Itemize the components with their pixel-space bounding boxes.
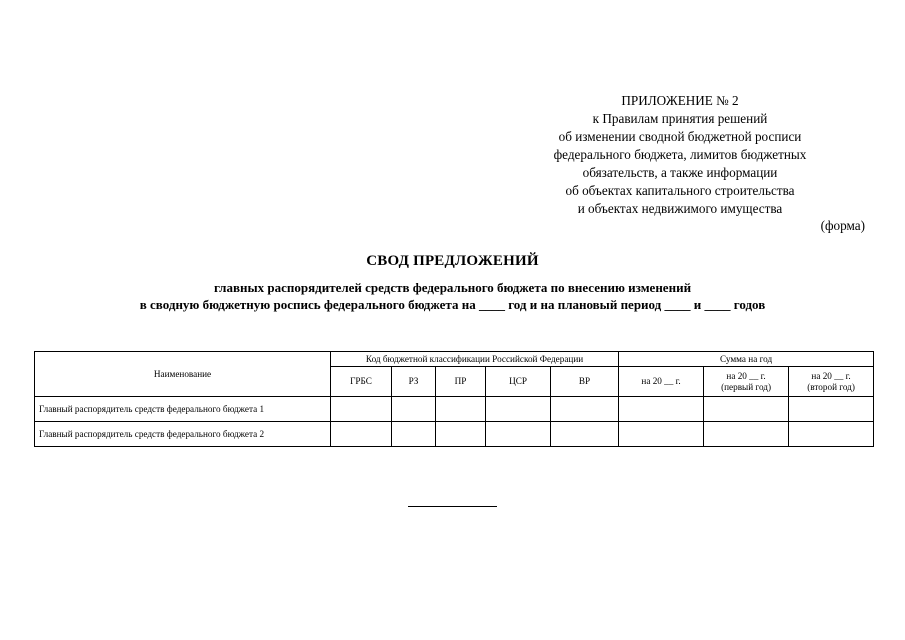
appendix-block	[520, 92, 840, 218]
cell-vr	[551, 397, 619, 422]
appendix-title: ПРИЛОЖЕНИЕ № 2	[621, 93, 739, 108]
sum-column-current-year	[619, 367, 704, 397]
sum-group-header: Сумма на год	[619, 352, 874, 367]
cell-sum-first	[704, 422, 789, 447]
appendix-line: об объектах капитального строительства	[565, 183, 795, 198]
cell-grbs	[331, 422, 392, 447]
sum-column-second-year	[789, 367, 874, 397]
name-column-header: Наименование	[35, 352, 331, 397]
code-column-csr: ЦСР	[486, 367, 551, 397]
cell-grbs	[331, 397, 392, 422]
table-row	[35, 397, 874, 422]
header-row-1	[35, 352, 874, 367]
appendix-line: и объектах недвижимого имущества	[577, 201, 783, 216]
cell-sum-current	[619, 397, 704, 422]
subtitle-line-2: в сводную бюджетную роспись федерального бюджета на ____ год и на плановый период ____ и ____ годов	[139, 297, 766, 312]
appendix-line: обязательств, а также информации	[582, 165, 778, 180]
cell-rz	[392, 422, 436, 447]
cell-sum-first	[704, 397, 789, 422]
sum-column-first-year	[704, 367, 789, 397]
sum-column-line2: (второй год)	[807, 381, 855, 392]
sum-column-line2: (первый год)	[721, 381, 772, 392]
sum-column-line1: на 20 __ г.	[811, 370, 851, 381]
code-column-grbs: ГРБС	[331, 367, 392, 397]
cell-sum-second	[789, 422, 874, 447]
form-label: (форма)	[820, 218, 865, 233]
sum-column-line1: на 20 __ г.	[726, 370, 766, 381]
proposals-table	[34, 351, 874, 447]
cell-pr	[436, 422, 486, 447]
row-name: Главный распорядитель средств федерального бюджета 2	[35, 422, 331, 447]
table-row	[35, 422, 874, 447]
subtitle-line-1: главных распорядителей средств федерального бюджета по внесению изменений	[213, 280, 692, 295]
sum-column-line1: на 20 __ г.	[641, 376, 681, 386]
footer-divider	[408, 506, 497, 507]
code-column-pr: ПР	[436, 367, 486, 397]
document-subtitle	[0, 279, 905, 313]
cell-pr	[436, 397, 486, 422]
code-column-rz: РЗ	[392, 367, 436, 397]
cell-csr	[486, 422, 551, 447]
appendix-line: об изменении сводной бюджетной росписи	[558, 129, 802, 144]
cell-sum-current	[619, 422, 704, 447]
appendix-line: федерального бюджета, лимитов бюджетных	[553, 147, 807, 162]
code-column-vr: ВР	[551, 367, 619, 397]
cell-csr	[486, 397, 551, 422]
cell-sum-second	[789, 397, 874, 422]
row-name: Главный распорядитель средств федерального бюджета 1	[35, 397, 331, 422]
appendix-line: к Правилам принятия решений	[592, 111, 768, 126]
document-title: СВОД ПРЕДЛОЖЕНИЙ	[366, 253, 539, 269]
cell-vr	[551, 422, 619, 447]
cell-rz	[392, 397, 436, 422]
code-group-header: Код бюджетной классификации Российской Федерации	[331, 352, 619, 367]
